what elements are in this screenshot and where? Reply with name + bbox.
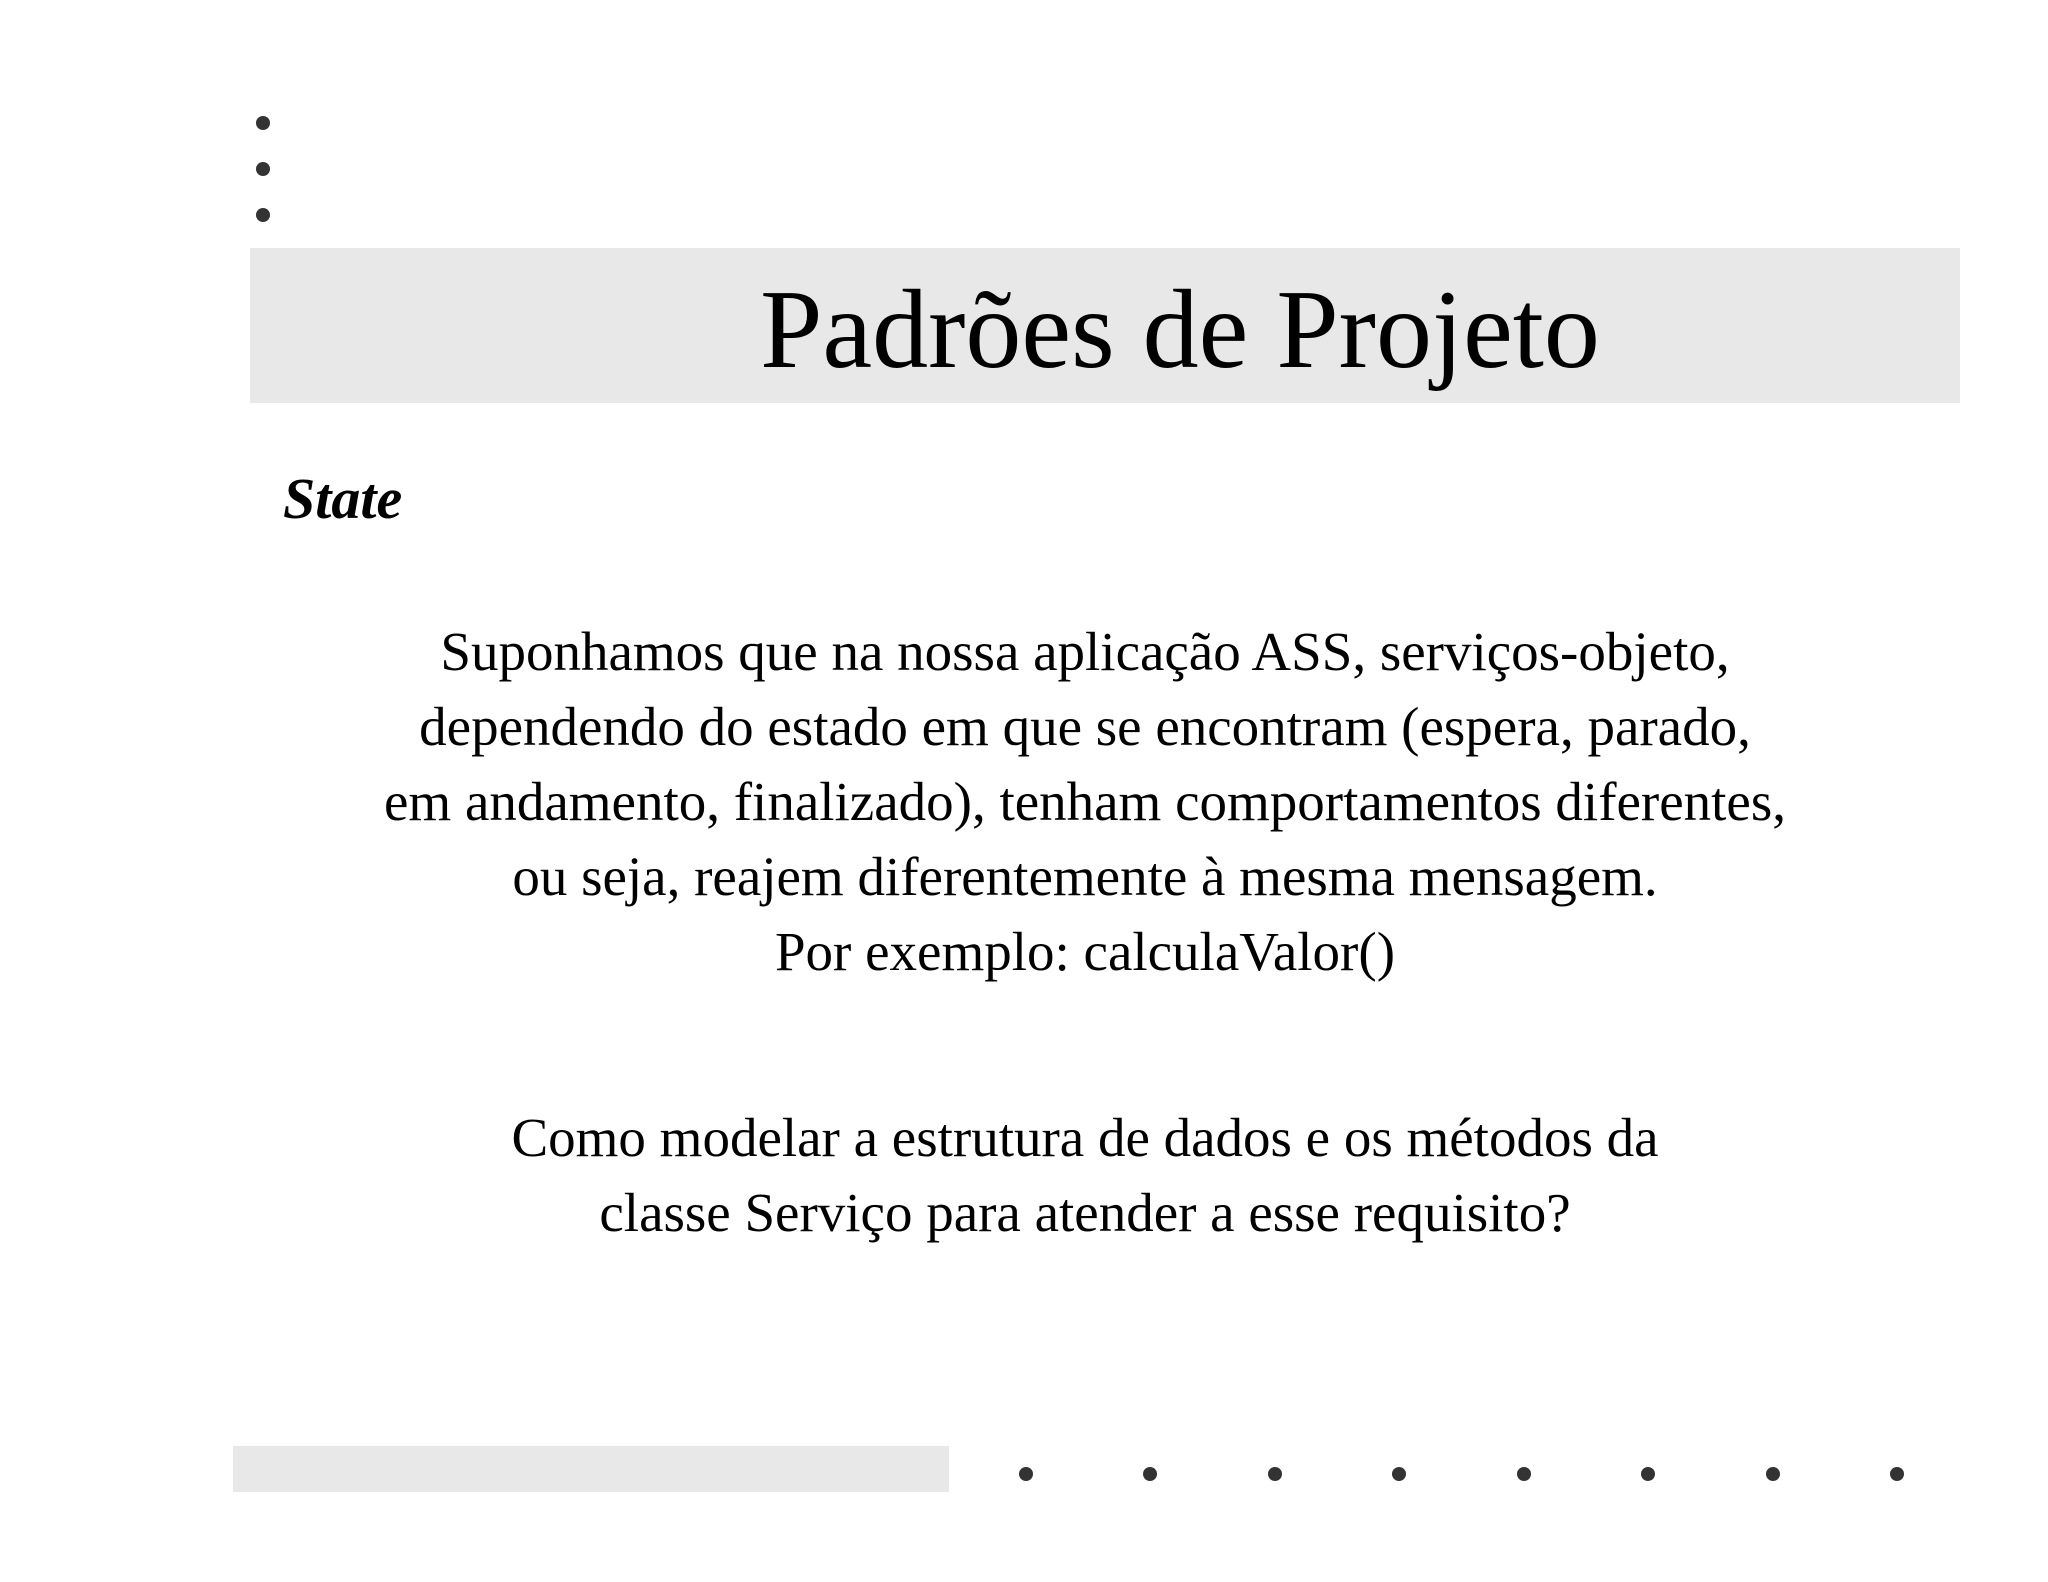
paragraph-scenario — [250, 614, 1920, 989]
slide-title: Padrões de Projeto — [760, 268, 1600, 392]
decorative-dot — [1766, 1467, 1780, 1481]
text-line: Como modelar a estrutura de dados e os métodos da — [511, 1107, 1659, 1168]
paragraph-question — [250, 1100, 1920, 1250]
decorative-dot — [256, 116, 270, 130]
decorative-dot — [1392, 1467, 1406, 1481]
text-line: em andamento, finalizado), tenham comportamentos diferentes, — [384, 771, 1786, 832]
text-line: classe Serviço para atender a esse requisito? — [599, 1182, 1571, 1243]
decorative-dot — [256, 208, 270, 222]
decorative-dot — [1143, 1467, 1157, 1481]
decorative-dot — [1268, 1467, 1282, 1481]
decorative-dot — [1019, 1467, 1033, 1481]
text-line: Por exemplo: calculaValor() — [774, 921, 1396, 982]
text-line: ou seja, reajem diferentemente à mesma mensagem. — [512, 846, 1658, 907]
decorative-dot — [256, 162, 270, 176]
decorative-dot — [1890, 1467, 1904, 1481]
footer-band — [233, 1446, 949, 1492]
text-line: dependendo do estado em que se encontram (espera, parado, — [419, 696, 1751, 757]
text-line: Suponhamos que na nossa aplicação ASS, serviços-objeto, — [440, 621, 1730, 682]
decorative-dot — [1641, 1467, 1655, 1481]
slide-subtitle: State — [283, 466, 403, 531]
decorative-dot — [1517, 1467, 1531, 1481]
